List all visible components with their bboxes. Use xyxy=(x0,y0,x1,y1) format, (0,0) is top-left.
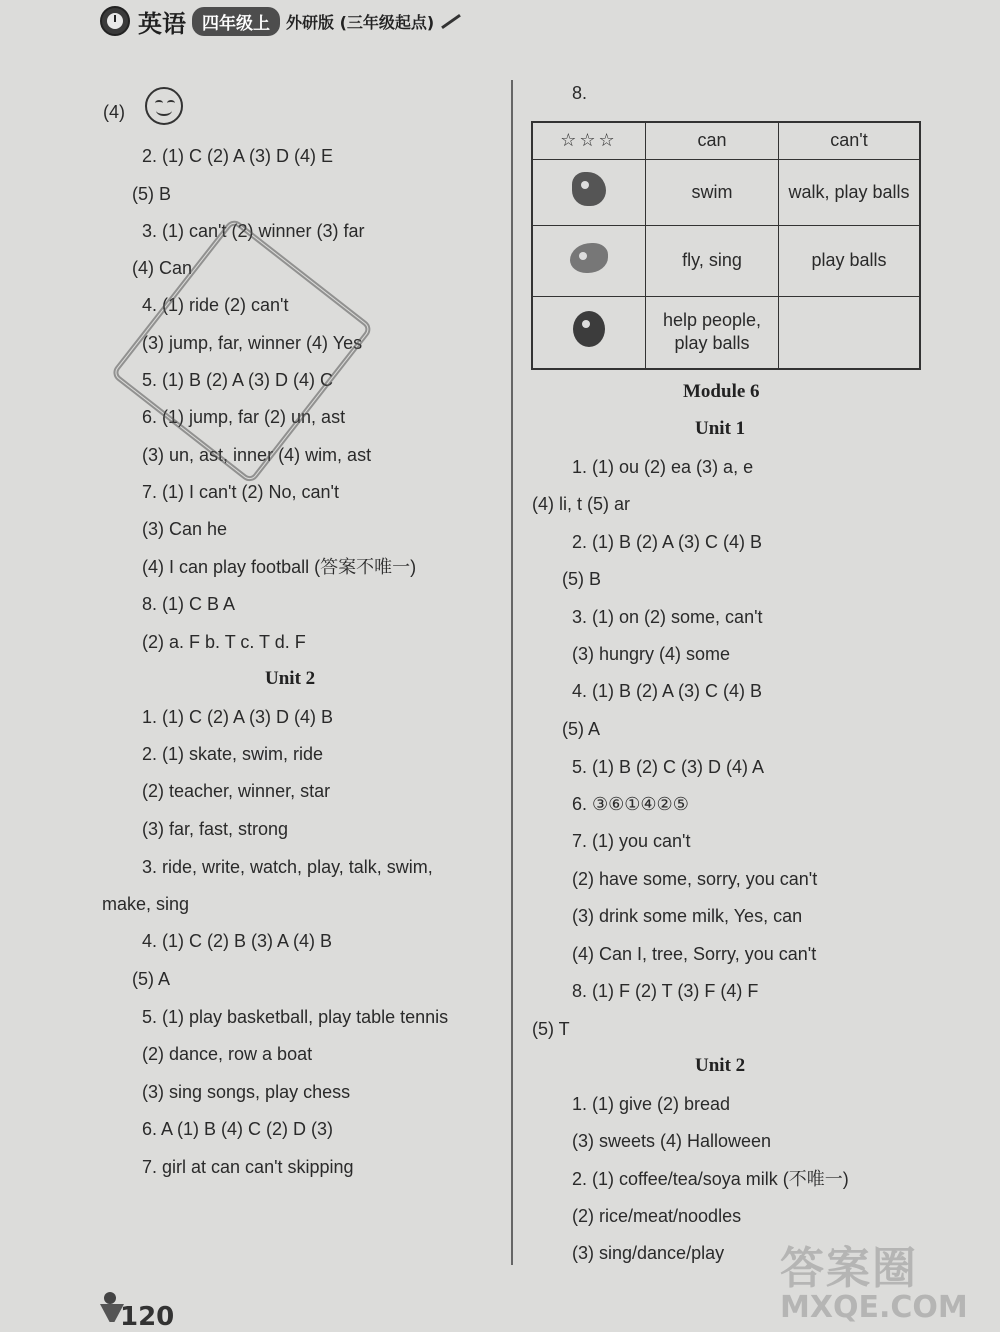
table-cell: swim xyxy=(646,159,779,225)
answer-line: 8. (1) C B A xyxy=(142,594,236,614)
table-cell xyxy=(779,296,921,369)
answer-line: (2) have some, sorry, you can't xyxy=(572,869,818,889)
section-heading: Unit 2 xyxy=(265,668,316,689)
answer-line: 4. (1) B (2) A (3) C (4) B xyxy=(572,681,763,701)
answer-line: (3) sing/dance/play xyxy=(572,1243,725,1263)
answer-line: 6. (1) jump, far (2) un, ast xyxy=(142,407,346,427)
answer-line: 3. (1) can't (2) winner (3) far xyxy=(142,221,365,241)
watermark-cn: 答案圈 xyxy=(780,1243,918,1294)
answer-line: 1. (1) C (2) A (3) D (4) B xyxy=(142,707,334,727)
witch-cell xyxy=(532,159,646,225)
answer-line: (2) teacher, winner, star xyxy=(142,781,331,801)
cell-line: play balls xyxy=(674,333,750,354)
answer-line: 6. ③⑥①④②⑤ xyxy=(572,794,689,814)
answer-line: (3) sweets (4) Halloween xyxy=(572,1131,772,1151)
alarm-clock-icon xyxy=(100,6,130,36)
answer-line: 1. (1) give (2) bread xyxy=(572,1094,731,1114)
answer-line: 5. (1) play basketball, play table tennis xyxy=(142,1007,449,1027)
answer-line: 5. (1) B (2) C (3) D (4) A xyxy=(572,757,765,777)
answer-line: (2) dance, row a boat xyxy=(142,1044,313,1064)
ability-table xyxy=(531,121,921,370)
section-heading: Unit 2 xyxy=(695,1055,746,1076)
smiley-face-icon xyxy=(145,87,183,125)
grade-badge: 四年级上 xyxy=(192,7,280,36)
watermark-logo xyxy=(780,1232,995,1325)
table-cell: walk, play balls xyxy=(779,159,921,225)
subject-title: 英语 xyxy=(138,9,186,38)
bird-cell xyxy=(532,225,646,296)
can-header: can xyxy=(646,122,779,159)
answer-line: 7. girl at can can't skipping xyxy=(142,1157,354,1177)
answer-line: (4) xyxy=(103,102,125,122)
answer-line: 4. (1) C (2) B (3) A (4) B xyxy=(142,931,333,951)
cant-header: can't xyxy=(779,122,921,159)
answer-line: 2. (1) B (2) A (3) C (4) B xyxy=(572,532,763,552)
table-label: 8. xyxy=(572,83,588,103)
answer-line: (5) A xyxy=(562,719,601,739)
answer-line: 5. (1) B (2) A (3) D (4) C xyxy=(142,370,334,390)
table-cell xyxy=(646,296,779,369)
watermark-en: MXQE.COM xyxy=(780,1290,968,1325)
answer-line: (4) I can play football (答案不唯一) xyxy=(142,557,417,577)
page-header xyxy=(100,4,462,38)
bird-picture-icon xyxy=(570,243,608,273)
edition-label: 外研版 (三年级起点) xyxy=(286,12,435,32)
answer-line: (3) un, ast, inner (4) wim, ast xyxy=(142,445,372,465)
answer-line: (5) B xyxy=(132,184,172,204)
dog-picture-icon xyxy=(573,311,605,347)
cell-line: help people, xyxy=(662,310,762,331)
answer-line: 2. (1) skate, swim, ride xyxy=(142,744,324,764)
section-heading: Unit 1 xyxy=(695,418,746,439)
answer-line: 2. (1) coffee/tea/soya milk (不唯一) xyxy=(572,1169,849,1189)
table-cell: play balls xyxy=(779,225,921,296)
dog-cell xyxy=(532,296,646,369)
answer-line: (3) far, fast, strong xyxy=(142,819,289,839)
stars-header: ☆☆☆ xyxy=(532,122,646,159)
answer-line: 3. ride, write, watch, play, talk, swim, xyxy=(142,857,433,877)
answer-line: (3) sing songs, play chess xyxy=(142,1082,351,1102)
answer-line: (3) jump, far, winner (4) Yes xyxy=(142,333,363,353)
pen-icon xyxy=(441,13,461,28)
witch-picture-icon xyxy=(572,172,606,206)
answer-line: 6. A (1) B (4) C (2) D (3) xyxy=(142,1119,334,1139)
module-heading: Module 6 xyxy=(683,381,760,402)
answer-line: 2. (1) C (2) A (3) D (4) E xyxy=(142,146,334,166)
answer-line: (5) B xyxy=(562,569,602,589)
answer-line: 8. (1) F (2) T (3) F (4) F xyxy=(572,981,759,1001)
answer-line: (4) Can xyxy=(132,258,193,278)
answer-line: 7. (1) you can't xyxy=(572,831,691,851)
answer-line: (5) T xyxy=(532,1019,570,1039)
page-number: 120 xyxy=(120,1302,175,1332)
answer-line: (2) rice/meat/noodles xyxy=(572,1206,742,1226)
answer-line: (4) li, t (5) ar xyxy=(532,494,631,514)
answer-line: (5) A xyxy=(132,969,171,989)
answer-line: (3) Can he xyxy=(142,519,228,539)
answer-line: (3) hungry (4) some xyxy=(572,644,731,664)
answer-line: 1. (1) ou (2) ea (3) a, e xyxy=(572,457,754,477)
answer-line: (2) a. F b. T c. T d. F xyxy=(142,632,306,652)
column-divider xyxy=(511,80,513,1265)
answer-line: (3) drink some milk, Yes, can xyxy=(572,906,803,926)
answer-line: 3. (1) on (2) some, can't xyxy=(572,607,763,627)
answer-line: 4. (1) ride (2) can't xyxy=(142,295,289,315)
answer-line: 7. (1) I can't (2) No, can't xyxy=(142,482,339,502)
table-cell: fly, sing xyxy=(646,225,779,296)
answer-line: make, sing xyxy=(102,894,190,914)
answer-line: (4) Can I, tree, Sorry, you can't xyxy=(572,944,817,964)
